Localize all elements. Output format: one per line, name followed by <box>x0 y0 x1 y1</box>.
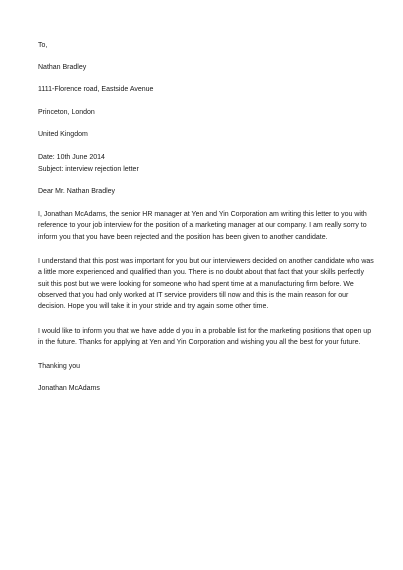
paragraph-future <box>38 326 372 349</box>
address-city: Princeton, London <box>38 109 95 116</box>
closing: Thanking you <box>38 363 81 370</box>
paragraph-line: reference to your job interview for the position of a marketing manager at our company. I am really sorry to <box>38 222 367 230</box>
date-line: Date: 10th June 2014 <box>38 154 105 161</box>
address-street: 1111-Florence road, Eastside Avenue <box>38 86 154 93</box>
paragraph-line: I understand that this post was important for you but our interviewers decided on another candidate who was <box>38 258 374 265</box>
paragraph-line: in the future. Thanks for applying at Yen and Yin Corporation and wishing you all the best for your future. <box>38 339 361 347</box>
paragraph-line: I would like to inform you that we have adde d you in a probable list for the marketing positions that open up <box>38 328 372 335</box>
paragraph-line: observed that you had only worked at IT service providers till now and this is the main reason for our <box>38 291 349 299</box>
paragraph-rejection-notice <box>38 209 368 243</box>
paragraph-line: inform you that you have been rejected and the position has been given to another candidate. <box>38 233 328 241</box>
signature-name: Jonathan McAdams <box>38 385 100 392</box>
salutation: Dear Mr. Nathan Bradley <box>38 188 116 195</box>
paragraph-line: decision. Hope you will take it in your stride and try again some other time. <box>38 303 269 311</box>
to-label: To, <box>38 42 48 49</box>
paragraph-line: a little more experienced and qualified than you. There is no doubt about that fact that your skills perfectly <box>38 269 364 277</box>
recipient-name: Nathan Bradley <box>38 64 87 71</box>
subject-line: Subject: interview rejection letter <box>38 166 139 173</box>
paragraph-reason <box>38 256 374 312</box>
address-country: United Kingdom <box>38 131 88 138</box>
paragraph-line: suit this post but we were looking for someone who had spent time at a manufacturing firm before. We <box>38 280 354 288</box>
paragraph-line: I, Jonathan McAdams, the senior HR manager at Yen and Yin Corporation am writing this letter to you with <box>38 211 367 218</box>
